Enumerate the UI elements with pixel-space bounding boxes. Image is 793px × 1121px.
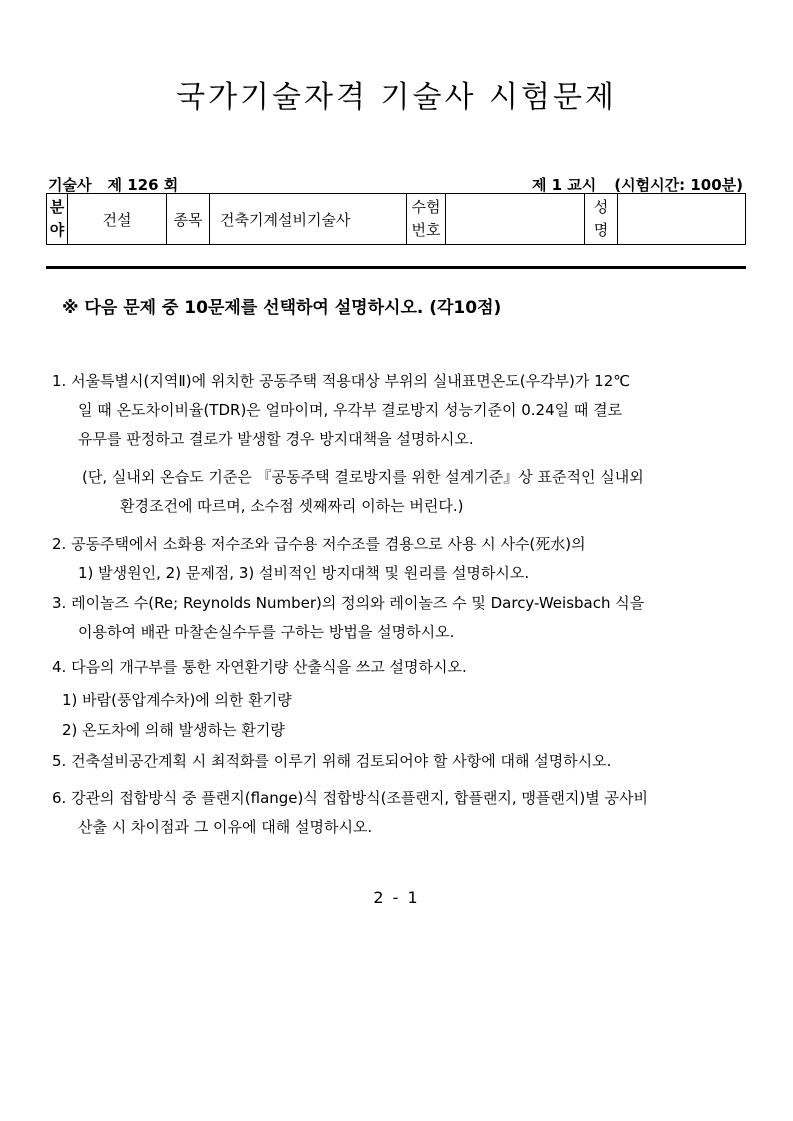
exam-number-label: 수험 번호 [407,194,446,245]
question-3-line-2: 이용하여 배관 마찰손실수두를 구하는 방법을 설명하시오. [78,623,455,641]
category-value: 건축기계설비기술사 [210,194,407,245]
exam-period-header [532,174,743,195]
exam-round: 제 126 회 [107,176,179,194]
question-1-note-2: 환경조건에 따르며, 소수점 셋째짜리 이하는 버린다.) [120,497,464,515]
field-label: 분 야 [47,194,68,245]
question-3-line-1: 3. 레이놀즈 수(Re; Reynolds Number)의 정의와 레이놀즈 수 및 Darcy-Weisbach 식을 [52,594,645,612]
header-divider [46,266,746,269]
question-4-line-1: 4. 다음의 개구부를 통한 자연환기량 산출식을 쓰고 설명하시오. [52,658,467,676]
question-4-sub-2: 2) 온도차에 의해 발생하는 환기량 [62,721,285,739]
name-field[interactable] [618,194,746,245]
question-2-line-1: 2. 공동주택에서 소화용 저수조와 급수용 저수조를 겸용으로 사용 시 사수(死水)의 [52,535,586,553]
exam-time: (시험시간: 100분) [614,176,743,194]
question-5-line-1: 5. 건축설비공간계획 시 최적화를 이루기 위해 검토되어야 할 사항에 대해 설명하시오. [52,752,612,770]
page-title: 국가기술자격 기술사 시험문제 [176,80,617,115]
exam-round-header [48,174,178,195]
question-6-line-2: 산출 시 차이점과 그 이유에 대해 설명하시오. [78,818,373,836]
exam-info-table [46,193,746,245]
exam-number-field[interactable] [446,194,585,245]
question-2-line-2: 1) 발생원인, 2) 문제점, 3) 설비적인 방지대책 및 원리를 설명하시오. [78,564,530,582]
field-value: 건설 [68,194,167,245]
page-number: 2 - 1 [373,888,420,907]
exam-period: 제 1 교시 [531,176,597,194]
name-label: 성 명 [585,194,618,245]
question-4-sub-1: 1) 바람(풍압계수차)에 의한 환기량 [62,691,292,709]
question-1-note-1: (단, 실내외 온습도 기준은 『공동주택 결로방지를 위한 설계기준』상 표준적인 실내외 [82,468,644,486]
instruction-text: ※ 다음 문제 중 10문제를 선택하여 설명하시오. (각10점) [62,298,502,318]
question-6-line-1: 6. 강관의 접합방식 중 플랜지(flange)식 접합방식(조플랜지, 합플랜지, 맹플랜지)별 공사비 [52,789,648,807]
question-1-line-2: 일 때 온도차이비율(TDR)은 얼마이며, 우각부 결로방지 성능기준이 0.24일 때 결로 [78,401,623,419]
question-1-line-3: 유무를 판정하고 결로가 발생할 경우 방지대책을 설명하시오. [78,430,474,448]
exam-type: 기술사 [48,176,92,194]
category-label: 종목 [167,194,210,245]
question-1-line-1: 1. 서울특별시(지역Ⅱ)에 위치한 공동주택 적용대상 부위의 실내표면온도(우각부)가 12℃ [52,372,631,390]
